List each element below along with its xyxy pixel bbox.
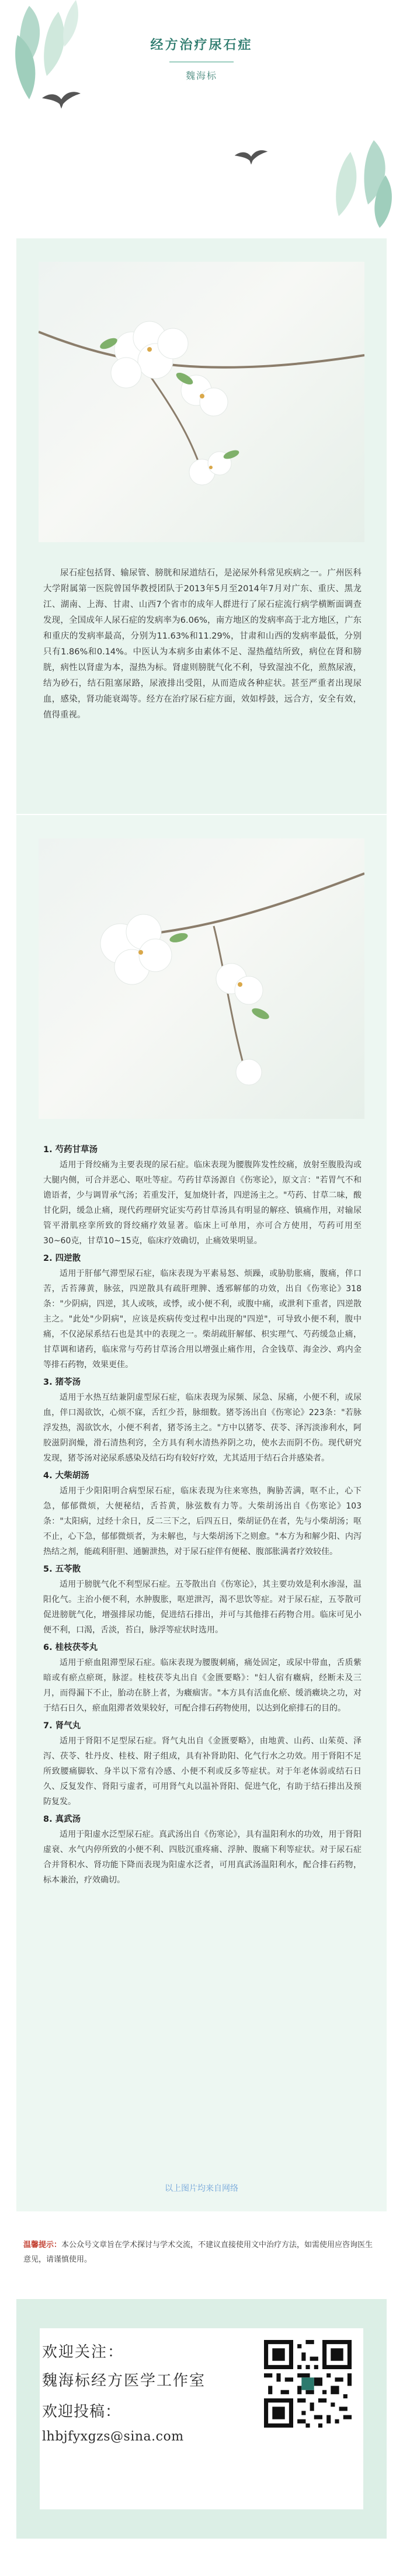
article-title: 经方治疗尿石症 (150, 37, 253, 53)
intro-section (16, 238, 387, 814)
prescriptions-section (16, 815, 387, 2211)
prescription-text: 适用于阳虚水泛型尿石症。真武汤出自《伤寒论》，具有温阳利水的功效，用于肾阳虚衰、水气内停所致的小便不利、四肢沉重疼痛、浮肿、腹痛下利等症状。对于尿石症合并肾积水、肾功能下降而表现为阳虚水泛者，可用真武汤温阳利水，配合排石药物，标本兼治，疗效确切。 (43, 1830, 362, 1885)
prescription-heading: 2. 四逆散 (43, 1254, 81, 1263)
blossom-illustration-icon (39, 838, 364, 1119)
prescription-text: 适用于膀胱气化不利型尿石症。五苓散出自《伤寒论》，其主要功效是利水渗湿，温阳化气。主治小便不利，水肿腹胀，呕逆泄泻，渴不思饮等症。对于尿石症，五苓散可促进膀胱气化，增强排尿功能，促进结石排出，并可与其他排石药物合用。临床可见小便不利，口渴，舌淡，苔白，脉浮等症状时选用。 (43, 1580, 362, 1635)
prescription-text: 适用于瘀血阻滞型尿石症。临床表现为腰腹刺痛，痛处固定，或尿中带血，舌质紫暗或有瘀点瘀斑，脉涩。桂枝茯苓丸出自《金匮要略》："妇人宿有癥病，经断未及三月，而得漏下不止，胎动在脐上者，为癥痼害。"本方具有活血化瘀、缓消癥块之功，对于结石日久，瘀血阻滞者效果较好，可配合排石药物使用，以达到化瘀排石的目的。 (43, 1658, 362, 1713)
prescription-heading: 8. 真武汤 (43, 1815, 81, 1824)
leaves-decoration-icon (280, 129, 397, 228)
prescription-heading: 5. 五苓散 (43, 1565, 81, 1574)
studio-name: 魏海标经方医学工作室 (42, 2372, 206, 2390)
prescription-list (43, 1142, 362, 1890)
prescription-item (43, 1142, 362, 1249)
swallow-icon (234, 146, 269, 167)
swallow-icon (41, 88, 82, 111)
prescription-item (43, 1640, 362, 1716)
pear-blossom-photo (39, 262, 364, 542)
disclaimer (23, 2238, 380, 2267)
prescription-text: 适用于肝郁气滞型尿石症，临床表现为平素易怒、烦躁，或胁肋胀痛，腹痛，伴口苦，舌苔薄黄，脉弦，四逆散具有疏肝理脾、透邪解郁的功效，出自《伤寒论》318条："少阴病，四逆，其人或咳，或悸，或小便不利，或腹中痛，或泄利下重者，四逆散主之。"此处"少阴病"，应该是疾病传变过程中出现的"四逆"，可导致小便不利，腹中痛，不仅泌尿系结石也是其中的表现之一。柴胡疏肝解郁、枳实理气、芍药缓急止痛，甘草调和诸药，临床常与芍药甘草汤合用以增强止痛作用，合金钱草、海金沙、鸡内金等排石药物，效果更佳。 (43, 1269, 362, 1370)
prescription-text: 适用于少阳阳明合病型尿石症，临床表现为往来寒热，胸胁苦满，呕不止，心下急，郁郁微烦，大便秘结，舌苔黄，脉弦数有力等。大柴胡汤出自《伤寒论》103条："太阳病，过经十余日，反二三下之，后四五日，柴胡证仍在者，先与小柴胡汤；呕不止，心下急，郁郁微烦者，为未解也，与大柴胡汤下之则愈。"本方为和解少阳、内泻热结之剂，能疏利肝胆、通腑泄热，对于尿石症伴有便秘、腹部胀满者疗效较佳。 (43, 1486, 362, 1556)
prescription-item (43, 1251, 362, 1372)
prescription-item (43, 1812, 362, 1888)
footer-card (16, 2299, 387, 2539)
prescription-heading: 1. 芍药甘草汤 (43, 1145, 98, 1154)
prescription-heading: 7. 肾气丸 (43, 1721, 81, 1731)
title-block (0, 35, 403, 82)
prescription-item (43, 1718, 362, 1809)
disclaimer-text: 本公众号文章旨在学术探讨与学术交流，不建议直接使用文中治疗方法，如需使用应咨询医生意见，请谨慎使用。 (23, 2241, 373, 2264)
follow-label: 欢迎关注： (42, 2343, 124, 2361)
article-header (0, 0, 403, 228)
image-source-caption: 以上图片均来自网络 (165, 2184, 238, 2193)
blossom-illustration-icon (39, 262, 364, 542)
disclaimer-label: 温馨提示： (23, 2241, 62, 2249)
prescription-heading: 4. 大柴胡汤 (43, 1471, 89, 1481)
contact-email[interactable]: lhbjfyxgzs@sina.com (42, 2429, 184, 2444)
prescription-text: 适用于水热互结兼阴虚型尿石症，临床表现为尿频、尿急、尿痛，小便不利，或尿血，伴口渴欲饮，心烦不寐，舌红少苔，脉细数。猪苓汤出自《伤寒论》223条："若脉浮发热，渴欲饮水，小便不利者，猪苓汤主之。"方中以猪苓、茯苓、泽泻淡渗利水，阿胶滋阴润燥，滑石清热利窍，全方具有利水清热养阴之功，使水去而阴不伤。现代研究发现，猪苓汤对泌尿系感染及结石均有较好疗效，尤其适用于结石合并感染者。 (43, 1393, 362, 1463)
prescription-item (43, 1468, 362, 1559)
footer-text (42, 2340, 217, 2444)
prescription-text: 适用于肾阳不足型尿石症。肾气丸出自《金匮要略》，由地黄、山药、山茱萸、泽泻、茯苓、牡丹皮、桂枝、附子组成，具有补肾助阳、化气行水之功效。用于肾阳不足所致腰痛脚软、身半以下常有冷感、小便不利或反多等症状。对于年老体弱或结石日久、反复发作、肾阳亏虚者，可用肾气丸以温补肾阳、促进气化，有助于结石排出及预防复发。 (43, 1736, 362, 1807)
prescription-heading: 6. 桂枝茯苓丸 (43, 1643, 98, 1652)
submit-label: 欢迎投稿： (42, 2403, 121, 2421)
prescription-text: 适用于肾绞痛为主要表现的尿石症。临床表现为腰腹阵发性绞痛，放射至腹股沟或大腿内侧，可合并恶心、呕吐等症。芍药甘草汤源自《伤寒论》，原文言："若胃气不和谵语者，少与调胃承气汤；若重发汗，复加烧针者，四逆汤主之。"芍药、甘草二味，酸甘化阴，缓急止痛，现代药理研究证实芍药甘草汤具有明显的解痉、镇痛作用，对输尿管平滑肌痉挛所致的肾绞痛疗效显著。临床上可单用，亦可合方使用，芍药可用至30~60克，甘草10~15克，临床疗效确切，止痛效果明显。 (43, 1160, 362, 1246)
title-divider (169, 61, 234, 63)
intro-paragraph: 尿石症包括肾、输尿管、膀胱和尿道结石，是泌尿外科常见疾病之一。广州医科大学附属第一医院曾国华教授团队于2013年5月至2014年7月对广东、重庆、黑龙江、湖南、上海、甘肃、山西7个省市的成年人群进行了尿石症流行病学横断面调查发现，全国成年人尿石症的发病率为6.06%，南方地区的发病率高于北方地区，广东和重庆的发病率最高，分别为11.63%和11.29%，甘肃和山西的发病率最低，分别只有1.86%和0.14%。中医认为本病多由素体不足、湿热蕴结所致，病位在肾和膀胱，病性以肾虚为本，湿热为标。肾虚则膀胱气化不利，导致湿浊不化，煎熬尿液，结为砂石，结石阻塞尿路，尿液排出受阻，从而造成各种症状。甚至严重者出现尿血，感染，肾功能衰竭等。经方在治疗尿石症方面，效如桴鼓，远合方，安全有效，值得重视。 (43, 568, 362, 720)
pear-blossom-photo (39, 838, 364, 1119)
article-author: 魏海标 (185, 70, 217, 81)
prescription-item (43, 1375, 362, 1466)
prescription-heading: 3. 猪苓汤 (43, 1378, 81, 1387)
qr-code-icon (264, 2340, 352, 2428)
prescription-item (43, 1562, 362, 1638)
